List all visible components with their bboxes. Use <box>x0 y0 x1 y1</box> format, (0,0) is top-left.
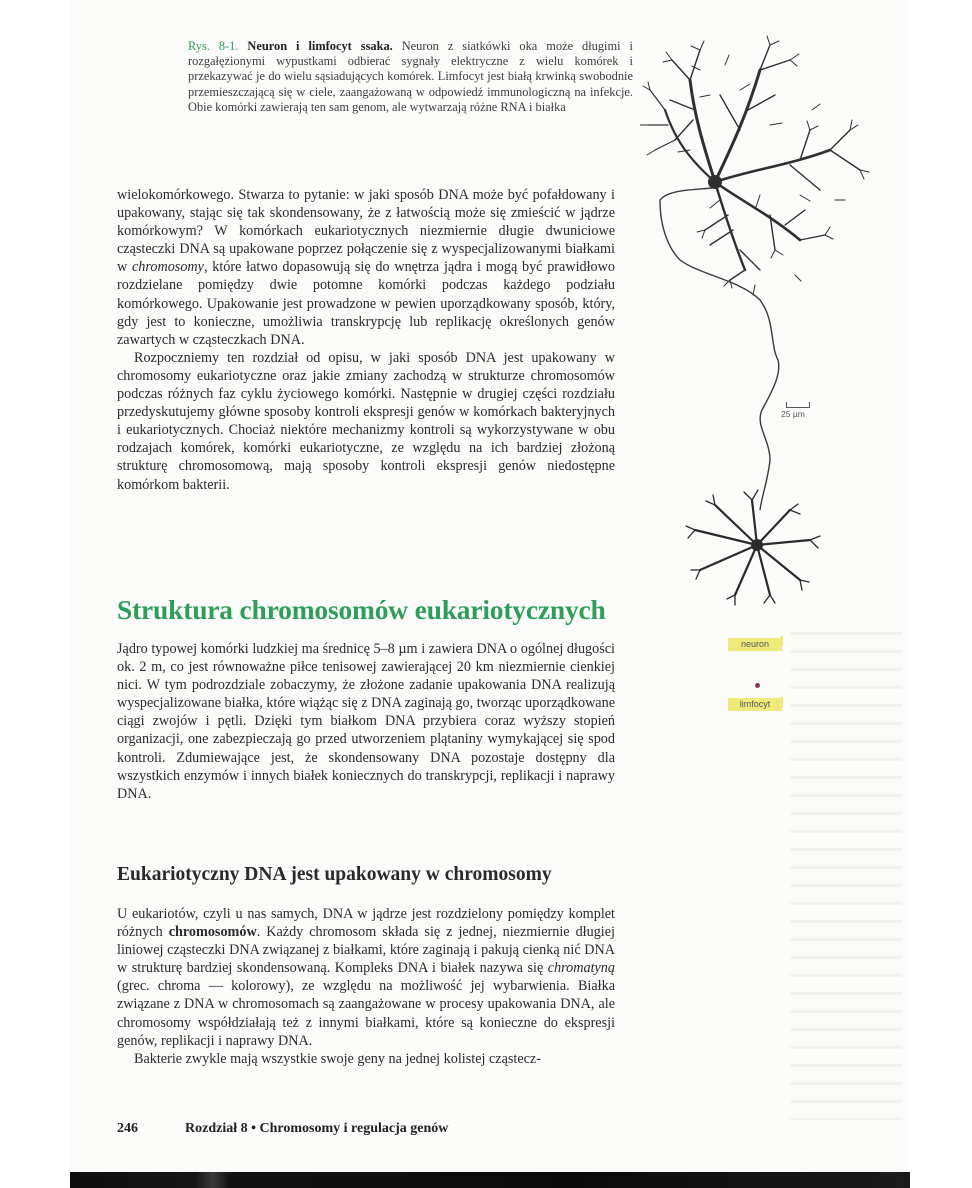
neuron-illustration <box>640 20 900 720</box>
lower-neuron-branches <box>686 490 820 605</box>
subsection-paragraph-1 <box>117 905 615 1050</box>
running-head: Rozdział 8 • Chromosomy i regulacja genów <box>185 1121 449 1136</box>
scale-bar <box>786 402 810 408</box>
subsection-heading: Eukariotyczny DNA jest upakowany w chromosomy <box>117 864 552 885</box>
figure-caption-text: Neuron z siatkówki oka może długimi i rozgałęzionymi wypustkami odbierać sygnały elektryczne z wielu komórek i przekazywać je do wielu sąsiadujących komórek. Limfocyt jest białą krwinką swobodnie przemieszczającą się w ciele, zaangażowaną w odpowiedź immunologiczną na infekcje. Obie komórki zawierają ten sam genom, ale wytwarzają różne RNA i białka <box>188 39 633 114</box>
section-text <box>117 640 615 803</box>
neuron-label: neuron <box>728 638 782 651</box>
figure-label: Rys. 8-1. <box>188 39 239 53</box>
section-heading: Struktura chromosomów eukariotycznych <box>117 594 606 625</box>
subsection-text <box>117 905 615 1068</box>
intro-text <box>117 186 615 494</box>
term-chromatyna: chromatyną <box>547 960 615 977</box>
figure-caption <box>188 39 633 115</box>
neuron-soma <box>708 175 722 189</box>
page-number: 246 <box>117 1121 138 1136</box>
intro-paragraph-2: Rozpoczniemy ten rozdział od opisu, w jaki sposób DNA jest upakowany w chromosomy eukariotyczne oraz jakie zmiany zachodzą w strukturze chromosomów podczas różnych faz cyklu życiowego komórki. Następnie w drugiej części rozdziału przedyskutujemy główne sposoby kontroli ekspresji genów w komórkach bakteryjnych i eukariotycznych. Chociaż niektóre mechanizmy kontroli są wykorzystywane w obu rodzajach komórek, komórki eukariotyczne, ze względu na ich bardziej złożoną strukturę chromosomową, mają sposoby kontroli ekspresji genów niedostępne komórkom bakterii. <box>117 349 615 493</box>
subsection-p1-a: U eukariotów, czyli u nas samych, DNA w jądrze jest rozdzielony pomiędzy komplet różnych <box>117 906 615 941</box>
subsection-p1-c: (grec. chroma — kolorowy), ze względu na możliwość jej wybarwienia. Białka związane z DNA w chromosomach są zaangażowane w procesy upakowania DNA, ale chromosomy współdziałają też z innymi białkami, które są konieczne do ekspresji genów, replikacji i naprawy DNA. <box>117 978 615 1049</box>
intro-paragraph-1-text: wielokomórkowego. Stwarza to pytanie: w jaki sposób DNA może być pofałdowany i upakowany, stając się tak skondensowany, że z łatwością może się zmieścić w jądrze komórkowym? W komórkach eukariotycznych niezmiernie długie dwuniciowe cząsteczki DNA są upakowane poprzez połączenie się z wyspecjalizowanymi białkami w <box>117 187 615 276</box>
scanner-edge <box>70 1172 910 1188</box>
lymphocyte-label: limfocyt <box>728 698 782 711</box>
figure-title: Neuron i limfocyt ssaka. <box>247 39 393 53</box>
neuron-dendrites <box>640 36 869 295</box>
term-chromosomy: chromosomy <box>131 259 204 276</box>
intro-paragraph-1 <box>117 186 615 349</box>
scale-bar-label: 25 µm <box>781 409 805 419</box>
subsection-paragraph-2: Bakterie zwykle mają wszystkie swoje geny na jednej kolistej cząstecz- <box>134 1050 541 1067</box>
intro-paragraph-1-tail: , które łatwo dopasowują się do wnętrza jądra i mogą być prawidłowo rozdzielane pomiędzy dwie potomne komórki podczas każdego podziału komórkowego. Upakowanie jest prowadzone w pewien uporządkowany sposób, który, gdy jest to konieczne, umożliwia transkrypcję lub replikację określonych genów zawartych w cząsteczkach DNA. <box>117 259 615 348</box>
term-chromosomow: chromosomów <box>168 924 257 941</box>
subsection-p1-b: . Każdy chromosom składa się z jednej, niezmiernie długiej liniowej cząsteczki DNA związanej z białkami, które zaginają i pakują cienką nić DNA w strukturę bardziej skondensowaną. Kompleks DNA i białek nazywa się <box>117 924 615 977</box>
lymphocyte-cell-icon <box>755 683 760 688</box>
section-paragraph: Jądro typowej komórki ludzkiej ma średnicę 5–8 µm i zawiera DNA o ogólnej długości ok. 2 m, co jest równoważne piłce tenisowej zawierającej 20 km niezmiernie cienkiej nici. W tym podrozdziale zobaczymy, że złożone zadanie upakowania DNA realizują wyspecjalizowane białka, które wiążąc się z DNA zaginają go, tworząc uporządkowane ciągi zwojów i pętli. Dzięki tym białkom DNA przybiera coraz wyższy stopień organizacji, one zabezpieczają go przed utworzeniem plątaniny wymykającej się spod kontroli. Zdumiewające jest, że skondensowany DNA pozostaje dostępny dla wszystkich enzymów i innych białek koniecznych do transkrypcji, replikacji i naprawy DNA. <box>117 641 615 802</box>
neuron-axon <box>660 188 779 510</box>
page-footer <box>117 1121 448 1137</box>
